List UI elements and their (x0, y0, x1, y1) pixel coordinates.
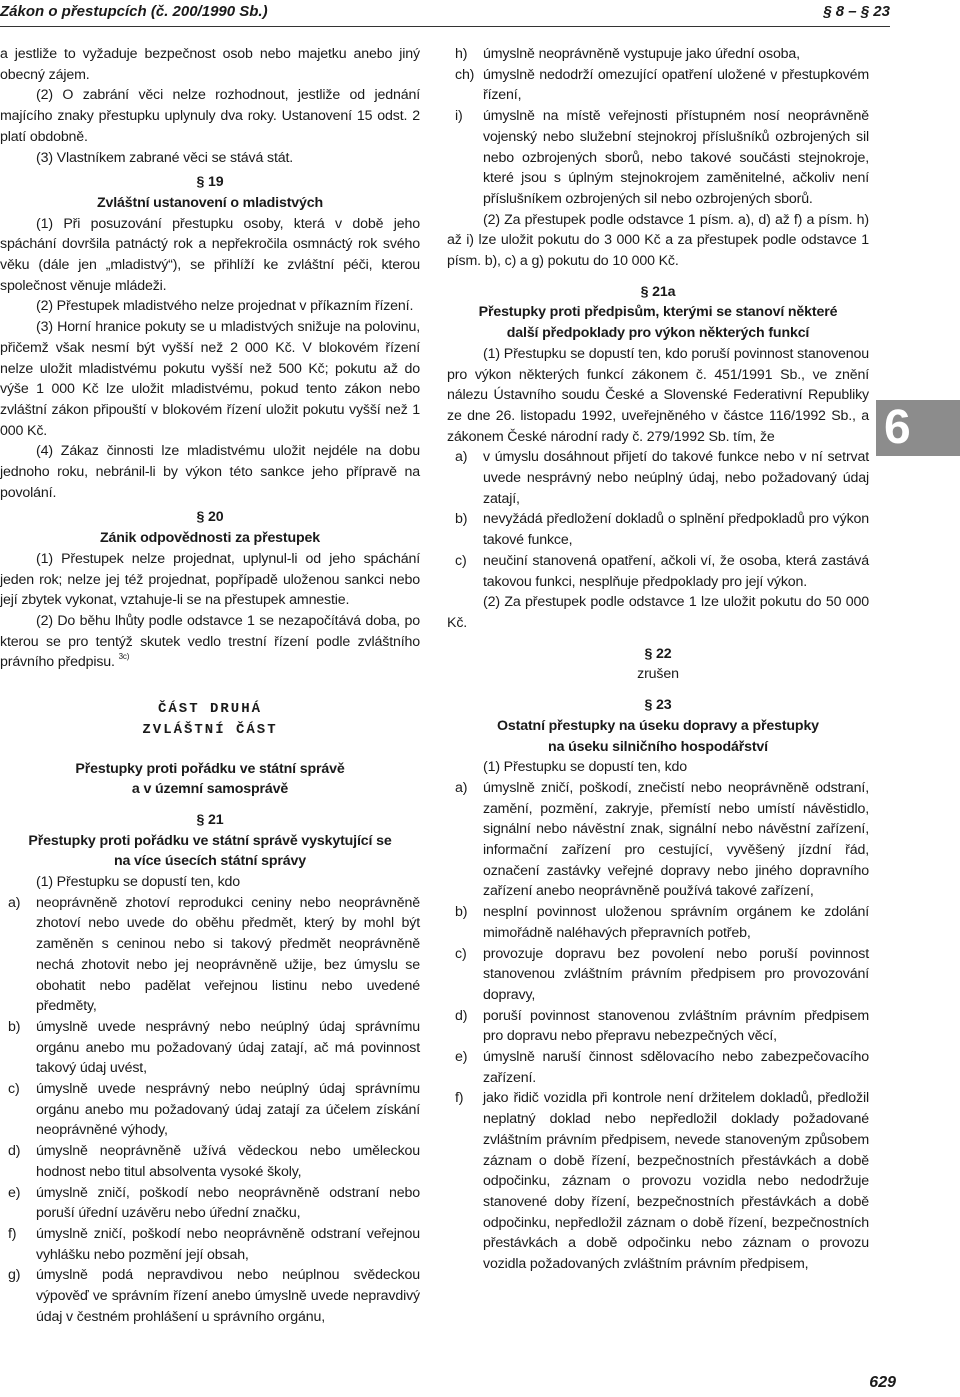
list-item-label: a) (8, 894, 21, 911)
header-rule (0, 26, 890, 27)
running-header (0, 0, 960, 30)
chapter-title: a v územní samosprávě (131, 781, 289, 798)
section-title: Ostatní přestupky na úseku dopravy a přestupky (497, 717, 819, 734)
list-item-text: úmyslně uvede nesprávný nebo neúplný údaj správnímu orgánu anebo mu požadovaný údaj zatají, ač má povinnost takový údaj uvést, (36, 1018, 420, 1077)
list-item-label: ch) (455, 66, 475, 83)
section-title: Zvláštní ustanovení o mladistvých (96, 194, 324, 211)
section-title: Přestupky proti předpisům, kterými se stanoví některé (478, 304, 838, 321)
list-item-text: úmyslně na místě veřejnosti přístupném nosí neoprávněně vojenský nebo služební stejnokroj příslušníků ozbrojených sil nebo ozbrojených sborů, nebo takové součásti stejnokroje, které jsou s úplným stejnokrojem zaměnitelné, ačkoliv není příslušníkem ozbrojených sil nebo ozbrojených sborů. (483, 108, 869, 207)
list-item-label: g) (8, 1267, 21, 1284)
paragraph: (1) Přestupku se dopustí ten, kdo (36, 874, 241, 891)
list-item (447, 106, 869, 210)
section-number: § 22 (644, 645, 672, 662)
section-number: § 23 (644, 697, 672, 714)
list-item-text: úmyslně neoprávněně užívá vědeckou nebo uměleckou hodnost nebo titul absolventa vysoké školy, (36, 1143, 420, 1180)
chapter-title: Přestupky proti pořádku ve státní správě (75, 760, 345, 777)
list-item-text: nevyžádá předložení dokladů o splnění předpokladů pro výkon takové funkce, (483, 511, 869, 549)
list-item-label: b) (455, 511, 468, 528)
paragraph: a jestliže to vyžaduje bezpečnost osob nebo majetku anebo jiný obecný zájem. (0, 46, 420, 83)
list-item-label: d) (455, 1007, 468, 1024)
list-item-text: v úmyslu dosáhnout přijetí do takové funkce nebo v ní setrvat uvede nesprávný nebo neúplný údaj, nebo požadovaný údaj zatají, (483, 449, 869, 507)
part-heading: ZVLÁŠTNÍ ČÁST (142, 721, 278, 738)
section-number: § 19 (196, 174, 224, 191)
list-item (447, 447, 869, 509)
list-item (0, 1265, 420, 1327)
paragraph: (4) Zákaz činnosti lze mladistvému uložit nejdéle na dobu jednoho roku, nebránil-li by výkon této sankce jeho přípravě na povolání. (0, 443, 420, 501)
list-item-text: úmyslně neoprávněně vystupuje jako úřední osoba, (483, 46, 800, 62)
paragraph: (3) Vlastníkem zabrané věci se stává stát. (36, 149, 294, 166)
paragraph: (3) Horní hranice pokuty se u mladistvých snižuje na polovinu, přičemž však nesmí být vyšší než 2 000 Kč. V blokovém řízení nelze uložit mladistvému pokutu vyšší než 500 Kč; pokutu až do výše 1 000 Kč lze uložit mladistvému, pokud tento zákon nebo zvláštní zákon připouští v blokovém řízení uložit pokutu vyšší než 1 000 Kč. (0, 319, 420, 439)
list-item-label: c) (8, 1081, 20, 1098)
list-item (0, 1224, 420, 1265)
section-number: § 20 (196, 509, 224, 526)
section-status: zrušen (637, 666, 679, 683)
list-item-label: c) (455, 552, 467, 569)
paragraph (0, 611, 420, 673)
list-item (0, 1079, 420, 1141)
list-item (447, 551, 869, 592)
footnote-ref: 3c) (118, 652, 130, 662)
list-item-text: nesplní povinnost uloženou správním orgánem ke zdolání mimořádně naléhavých přepravních potřeb, (483, 904, 869, 941)
paragraph-text: (2) Do běhu lhůty podle odstavce 1 se nezapočítává doba, po kterou se pro tentýž skutek vedlo trestní řízení podle zvláštního právního předpisu. (0, 612, 420, 671)
list-item-label: a) (455, 779, 468, 796)
list-item-label: f) (455, 1090, 464, 1107)
section-number: § 21 (196, 811, 224, 828)
paragraph: (1) Přestupku se dopustí ten, kdo poruší povinnost stanovenou pro výkon některých funkcí zákonem č. 451/1991 Sb., ve znění nálezu Ústavního soudu České a Slovenské Federativní Republiky ze dne 26. listopadu 1992, uveřejněného v částce 116/1992 Sb., a zákonem České národní rady č. 279/1992 Sb. tím, že (447, 345, 869, 445)
paragraph: (2) Přestupek mladistvého nelze projednat v příkazním řízení. (36, 298, 414, 315)
list-item-text: úmyslně podá nepravdivou nebo neúplnou svědeckou výpověď ve správním řízení anebo úmyslně uvede nepravdivý údaj v čestném prohlášení u správního orgánu, (36, 1267, 420, 1325)
list-item (0, 1183, 420, 1224)
list-item-label: b) (455, 904, 468, 921)
list-item (447, 509, 869, 550)
list-item-text: úmyslně zničí, poškodí, znečistí nebo neoprávněně odstraní, zamění, pozmění, zakryje, přemístí nebo umístí návěstidlo, signální nebo návěstní znak, signální nebo návěstní zařízení, informační zařízení pro cestující, vyvěšený jízdní řád, označení zastávky veřejné dopravy nebo jiného dopravního zařízení anebo neoprávněně používá takové zařízení, (483, 779, 869, 900)
left-column (0, 44, 420, 1327)
list-item (447, 44, 869, 65)
list-item-text: úmyslně uvede nesprávný nebo neúplný údaj správnímu orgánu anebo mu požadovaný údaj zatají za účelem získání neoprávněné výhody, (36, 1081, 420, 1139)
list-item-label: f) (8, 1225, 17, 1242)
list-item-text: jako řidič vozidla při kontrole není držitelem dokladů, předložil neplatný doklad nebo nepředložil doklady požadované zvláštním právním předpisem, nevede stanoveným způsobem záznam o době řízení, bezpečnostních přestávkách a době odpočinku, záznam o provozu vozidla nebo nedodržuje stanovené doby řízení, bezpečnostních přestávkách a době odpočinku, nepředložil záznam o době řízení, bezpečnostních přestávkách a době odpočinku nebo záznam o provozu vozidla požadovaných zvláštním právním předpisem, (483, 1090, 869, 1273)
right-column (447, 44, 869, 1275)
list-item-text: úmyslně zničí, poškodí nebo neoprávněně odstraní veřejnou vyhlášku nebo pozmění její obsah, (36, 1225, 420, 1263)
chapter-tab: 6 (876, 400, 960, 456)
section-title: další předpoklady pro výkon některých funkcí (506, 325, 810, 342)
list-item-label: h) (455, 46, 468, 62)
page-number: 629 (869, 1374, 896, 1392)
list-item (447, 944, 869, 1006)
section-title: na úseku silničního hospodářství (548, 738, 768, 755)
list-item-label: i) (455, 108, 463, 125)
list-item-label: c) (455, 945, 467, 962)
list-item-text: poruší povinnost stanovenou zvláštním právním předpisem pro dopravu nebo přepravu nebezpečných věcí, (483, 1007, 869, 1045)
list-item-text: provozuje dopravu bez povolení nebo poruší povinnost stanovenou zvláštním právním předpisem pro provozování dopravy, (483, 945, 869, 1003)
list-item-label: e) (8, 1184, 21, 1201)
paragraph: (1) Při posuzování přestupku osoby, která v době jeho spáchání dovršila patnáctý rok a nepřekročila osmnáctý rok svého věku (dále jen „mladistvý“), se přihlíží ke zvláštní péči, kterou společnost věnuje mládeži. (0, 215, 420, 294)
list-item (447, 1088, 869, 1274)
list-item-label: a) (455, 449, 468, 466)
section-title: Zánik odpovědnosti za přestupek (99, 530, 321, 547)
paragraph: (1) Přestupek nelze projednat, uplynul-li od jeho spáchání jeden rok; nelze jej též projednat, popřípadě uloženou sankci nebo její zbytek vykonat, vztahuje-li se na přestupek amnestie. (0, 550, 420, 609)
list-item (447, 778, 869, 902)
list-item-text: úmyslně naruší činnost sdělovacího nebo zabezpečovacího zařízení. (483, 1049, 869, 1086)
paragraph: (2) Za přestupek podle odstavce 1 písm. a), d) až f) a písm. h) až i) lze uložit pokutu do 3 000 Kč a za přestupek podle odstavce 1 písm. b), c) a g) pokutu do 10 000 Kč. (447, 211, 869, 270)
list-item-label: b) (8, 1018, 21, 1035)
header-law-title: Zákon o přestupcích (č. 200/1990 Sb.) (0, 3, 268, 20)
list-item-label: d) (8, 1143, 21, 1160)
part-heading: ČÁST DRUHÁ (157, 701, 262, 718)
list-item (447, 1047, 869, 1088)
list-item (0, 1141, 420, 1182)
list-item (0, 893, 420, 1017)
list-item-text: úmyslně zničí, poškodí nebo neoprávněně odstraní nebo poruší úřední uzávěru nebo úřední značku, (36, 1184, 420, 1222)
list-item (447, 902, 869, 943)
paragraph: (1) Přestupku se dopustí ten, kdo (483, 759, 688, 776)
list-item-text: úmyslně nedodrží omezující opatření uložené v přestupkovém řízení, (483, 66, 869, 104)
list-item-label: e) (455, 1049, 468, 1066)
paragraph: (2) Za přestupek podle odstavce 1 lze uložit pokutu do 50 000 Kč. (447, 594, 869, 631)
list-item (447, 65, 869, 106)
paragraph: (2) O zabrání věci nelze rozhodnout, jestliže od jednání majícího znaky přestupku uplynuly dva roky. Ustanovení 15 odst. 2 platí obdobně. (0, 87, 420, 145)
header-section-range: § 8 – § 23 (823, 3, 890, 20)
list-item-text: neučiní stanovená opatření, ačkoli ví, že osoba, která zastává takovou funkci, nesplňuje předpoklady pro její výkon. (483, 552, 869, 590)
list-item (0, 1017, 420, 1079)
section-number: § 21a (640, 283, 676, 300)
list-item-text: neoprávněně zhotoví reprodukci ceniny nebo neoprávněně zhotoví nebo uvede do oběhu předmět, který by mohl být zaměněn s ceninou nebo si takový předmět neoprávněně nechá zhotovit nebo jej neoprávněně užije, bez úmyslu se obohatit nebo padělat veřejnou listinu nebo uvedené předměty, (36, 894, 420, 1015)
section-title: na více úsecích státní správy (113, 853, 306, 870)
section-title: Přestupky proti pořádku ve státní správě vyskytující se (28, 832, 392, 849)
list-item (447, 1006, 869, 1047)
